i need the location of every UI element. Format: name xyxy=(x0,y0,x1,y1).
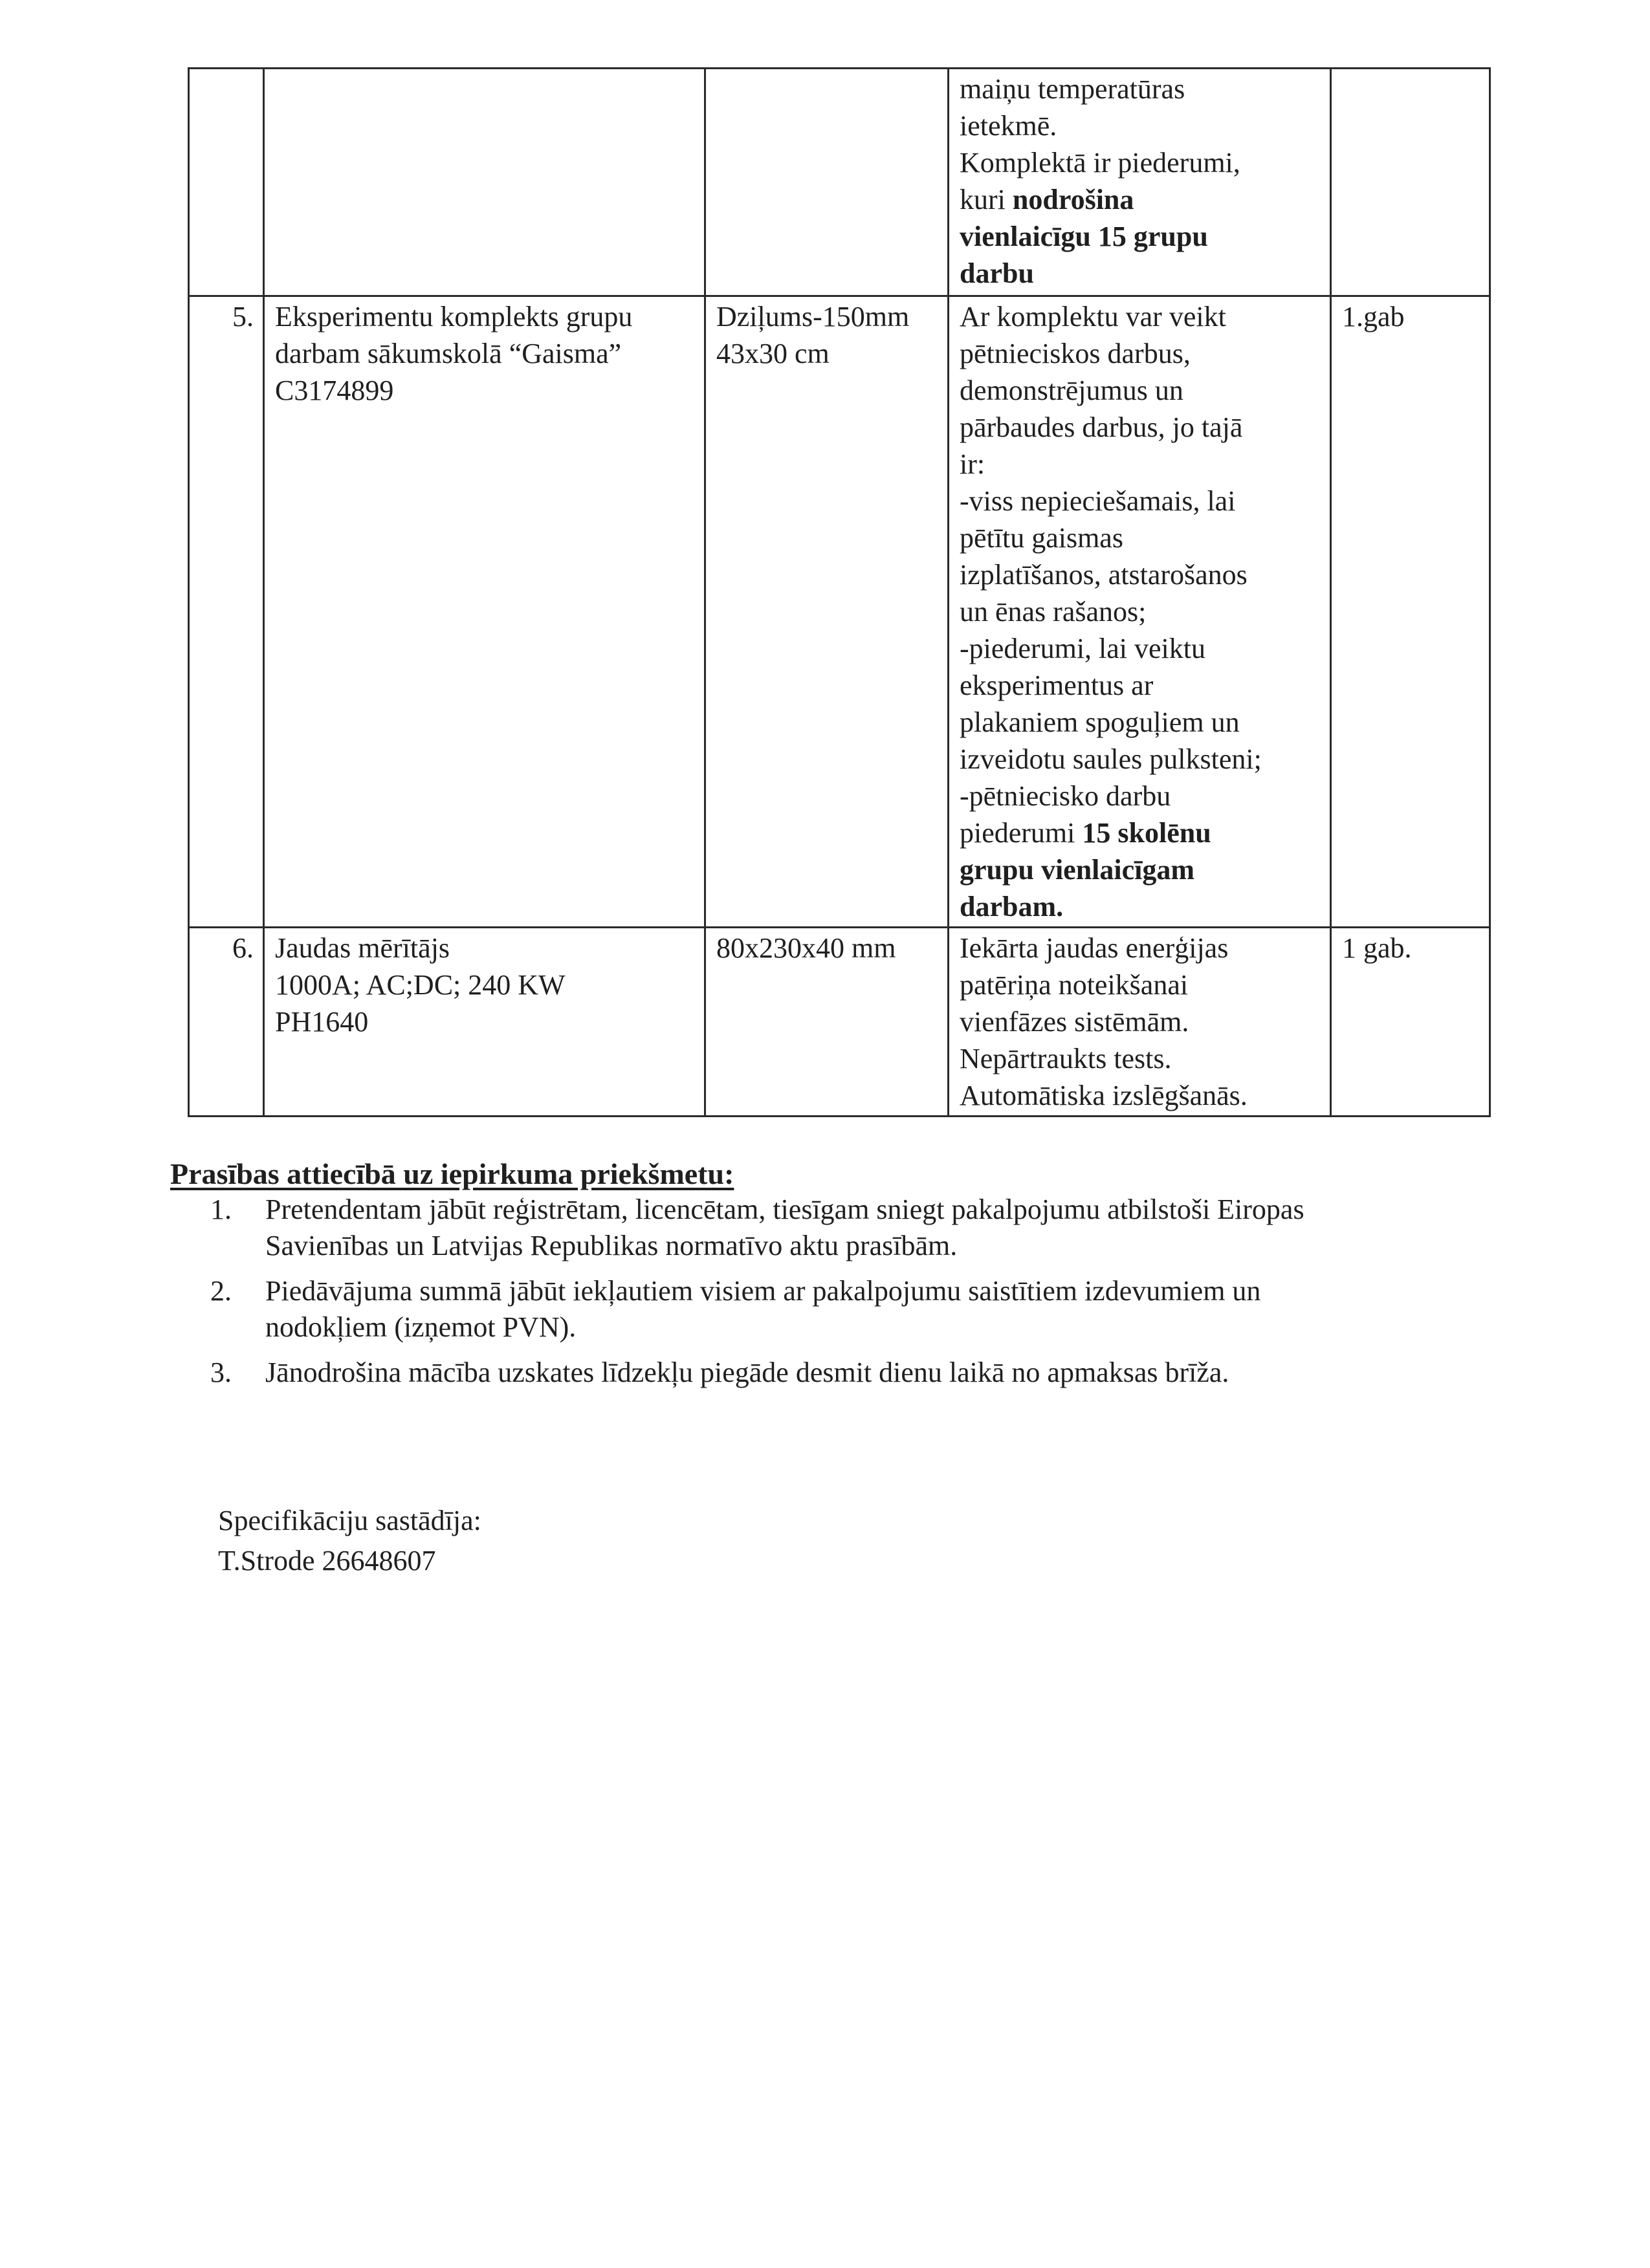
description-bold-text: nodrošina xyxy=(1012,184,1134,215)
table-row-continuation xyxy=(189,69,1490,296)
description-line: Nepārtraukts tests. xyxy=(960,1043,1172,1074)
description-line: -viss nepieciešamais, lai xyxy=(960,485,1236,517)
description-line: patēriņa noteikšanai xyxy=(960,969,1189,1001)
signature-label: Specifikāciju sastādīja: xyxy=(218,1505,481,1536)
name-line: C3174899 xyxy=(275,375,394,406)
description-bold-text: 15 skolēnu xyxy=(1082,817,1211,849)
description-line: Ar komplektu var veikt xyxy=(960,301,1226,333)
cell-name xyxy=(264,928,705,1117)
signature-block xyxy=(218,1501,481,1581)
description-bold-line: darbam. xyxy=(960,891,1064,922)
requirement-line: nodokļiem (izņemot PVN). xyxy=(265,1311,577,1343)
description-line: izplatīšanos, atstarošanos xyxy=(960,559,1248,591)
name-line: PH1640 xyxy=(275,1006,369,1038)
cell-num: 5. xyxy=(189,296,264,928)
requirements-title: Prasības attiecībā uz iepirkuma priekšmetu: xyxy=(170,1157,734,1190)
cell-name xyxy=(264,69,705,296)
name-line: Eksperimentu komplekts grupu xyxy=(275,301,633,333)
requirement-item xyxy=(204,1192,1485,1264)
description-line xyxy=(960,814,1322,851)
description-line: vienfāzes sistēmām. xyxy=(960,1006,1189,1038)
description-line: eksperimentus ar xyxy=(960,670,1154,701)
description-line: -pētniecisko darbu xyxy=(960,780,1171,812)
description-line: demonstrējumus un xyxy=(960,375,1183,406)
requirement-line: Pretendentam jābūt reģistrētam, licencētam, tiesīgam sniegt pakalpojumu atbilstoši Eiropas xyxy=(265,1194,1304,1225)
cell-quantity xyxy=(1331,69,1490,296)
description-line: pārbaudes darbus, jo tajā xyxy=(960,411,1243,443)
cell-num: 6. xyxy=(189,928,264,1117)
description-line: un ēnas rašanos; xyxy=(960,596,1147,627)
size-line: 43x30 cm xyxy=(716,338,830,369)
requirement-number: 2. xyxy=(210,1275,232,1307)
description-text: piederumi xyxy=(960,817,1083,849)
cell-description xyxy=(949,296,1331,928)
requirement-line: Savienības un Latvijas Republikas normatīvo aktu prasībām. xyxy=(265,1230,958,1261)
description-line: plakaniem spoguļiem un xyxy=(960,706,1240,738)
requirement-item xyxy=(204,1355,1485,1391)
specification-table xyxy=(188,67,1491,1117)
description-line: maiņu temperatūras xyxy=(960,73,1185,105)
cell-size xyxy=(705,69,949,296)
cell-quantity: 1.gab xyxy=(1331,296,1490,928)
description-line xyxy=(960,181,1322,218)
size-line: Dziļums-150mm xyxy=(716,301,910,333)
cell-description xyxy=(949,928,1331,1117)
description-bold-line: darbu xyxy=(960,257,1034,289)
description-line: ir: xyxy=(960,448,985,480)
requirements-list xyxy=(204,1192,1485,1400)
cell-quantity: 1 gab. xyxy=(1331,928,1490,1117)
requirement-line: Piedāvājuma summā jābūt iekļautiem visiem ar pakalpojumu saistītiem izdevumiem un xyxy=(265,1275,1261,1307)
description-text: kuri xyxy=(960,184,1013,215)
name-line: darbam sākumskolā “Gaisma” xyxy=(275,338,622,369)
cell-description xyxy=(949,69,1331,296)
description-line: izveidotu saules pulksteni; xyxy=(960,743,1262,775)
description-line: -piederumi, lai veiktu xyxy=(960,633,1205,664)
signature-name: T.Strode 26648607 xyxy=(218,1545,436,1576)
description-line: Automātiska izslēgšanās. xyxy=(960,1080,1248,1111)
description-line: ietekmē. xyxy=(960,110,1057,142)
description-line: Iekārta jaudas enerģijas xyxy=(960,932,1229,964)
cell-size xyxy=(705,928,949,1117)
cell-size xyxy=(705,296,949,928)
description-bold-line: grupu vienlaicīgam xyxy=(960,854,1195,886)
table-row xyxy=(189,928,1490,1117)
description-line: pētītu gaismas xyxy=(960,522,1123,554)
requirement-line: Jānodrošina mācība uzskates līdzekļu piegāde desmit dienu laikā no apmaksas brīža. xyxy=(265,1357,1229,1388)
size-line: 80x230x40 mm xyxy=(716,932,896,964)
table-row xyxy=(189,296,1490,928)
requirement-number: 1. xyxy=(210,1194,232,1225)
name-line: 1000A; AC;DC; 240 KW xyxy=(275,969,566,1001)
requirement-number: 3. xyxy=(210,1357,232,1388)
cell-name xyxy=(264,296,705,928)
name-line: Jaudas mērītājs xyxy=(275,932,450,964)
description-line: pētnieciskos darbus, xyxy=(960,338,1191,369)
description-bold-line: vienlaicīgu 15 grupu xyxy=(960,221,1208,252)
cell-num xyxy=(189,69,264,296)
requirement-item xyxy=(204,1273,1485,1346)
description-line: Komplektā ir piederumi, xyxy=(960,147,1240,179)
